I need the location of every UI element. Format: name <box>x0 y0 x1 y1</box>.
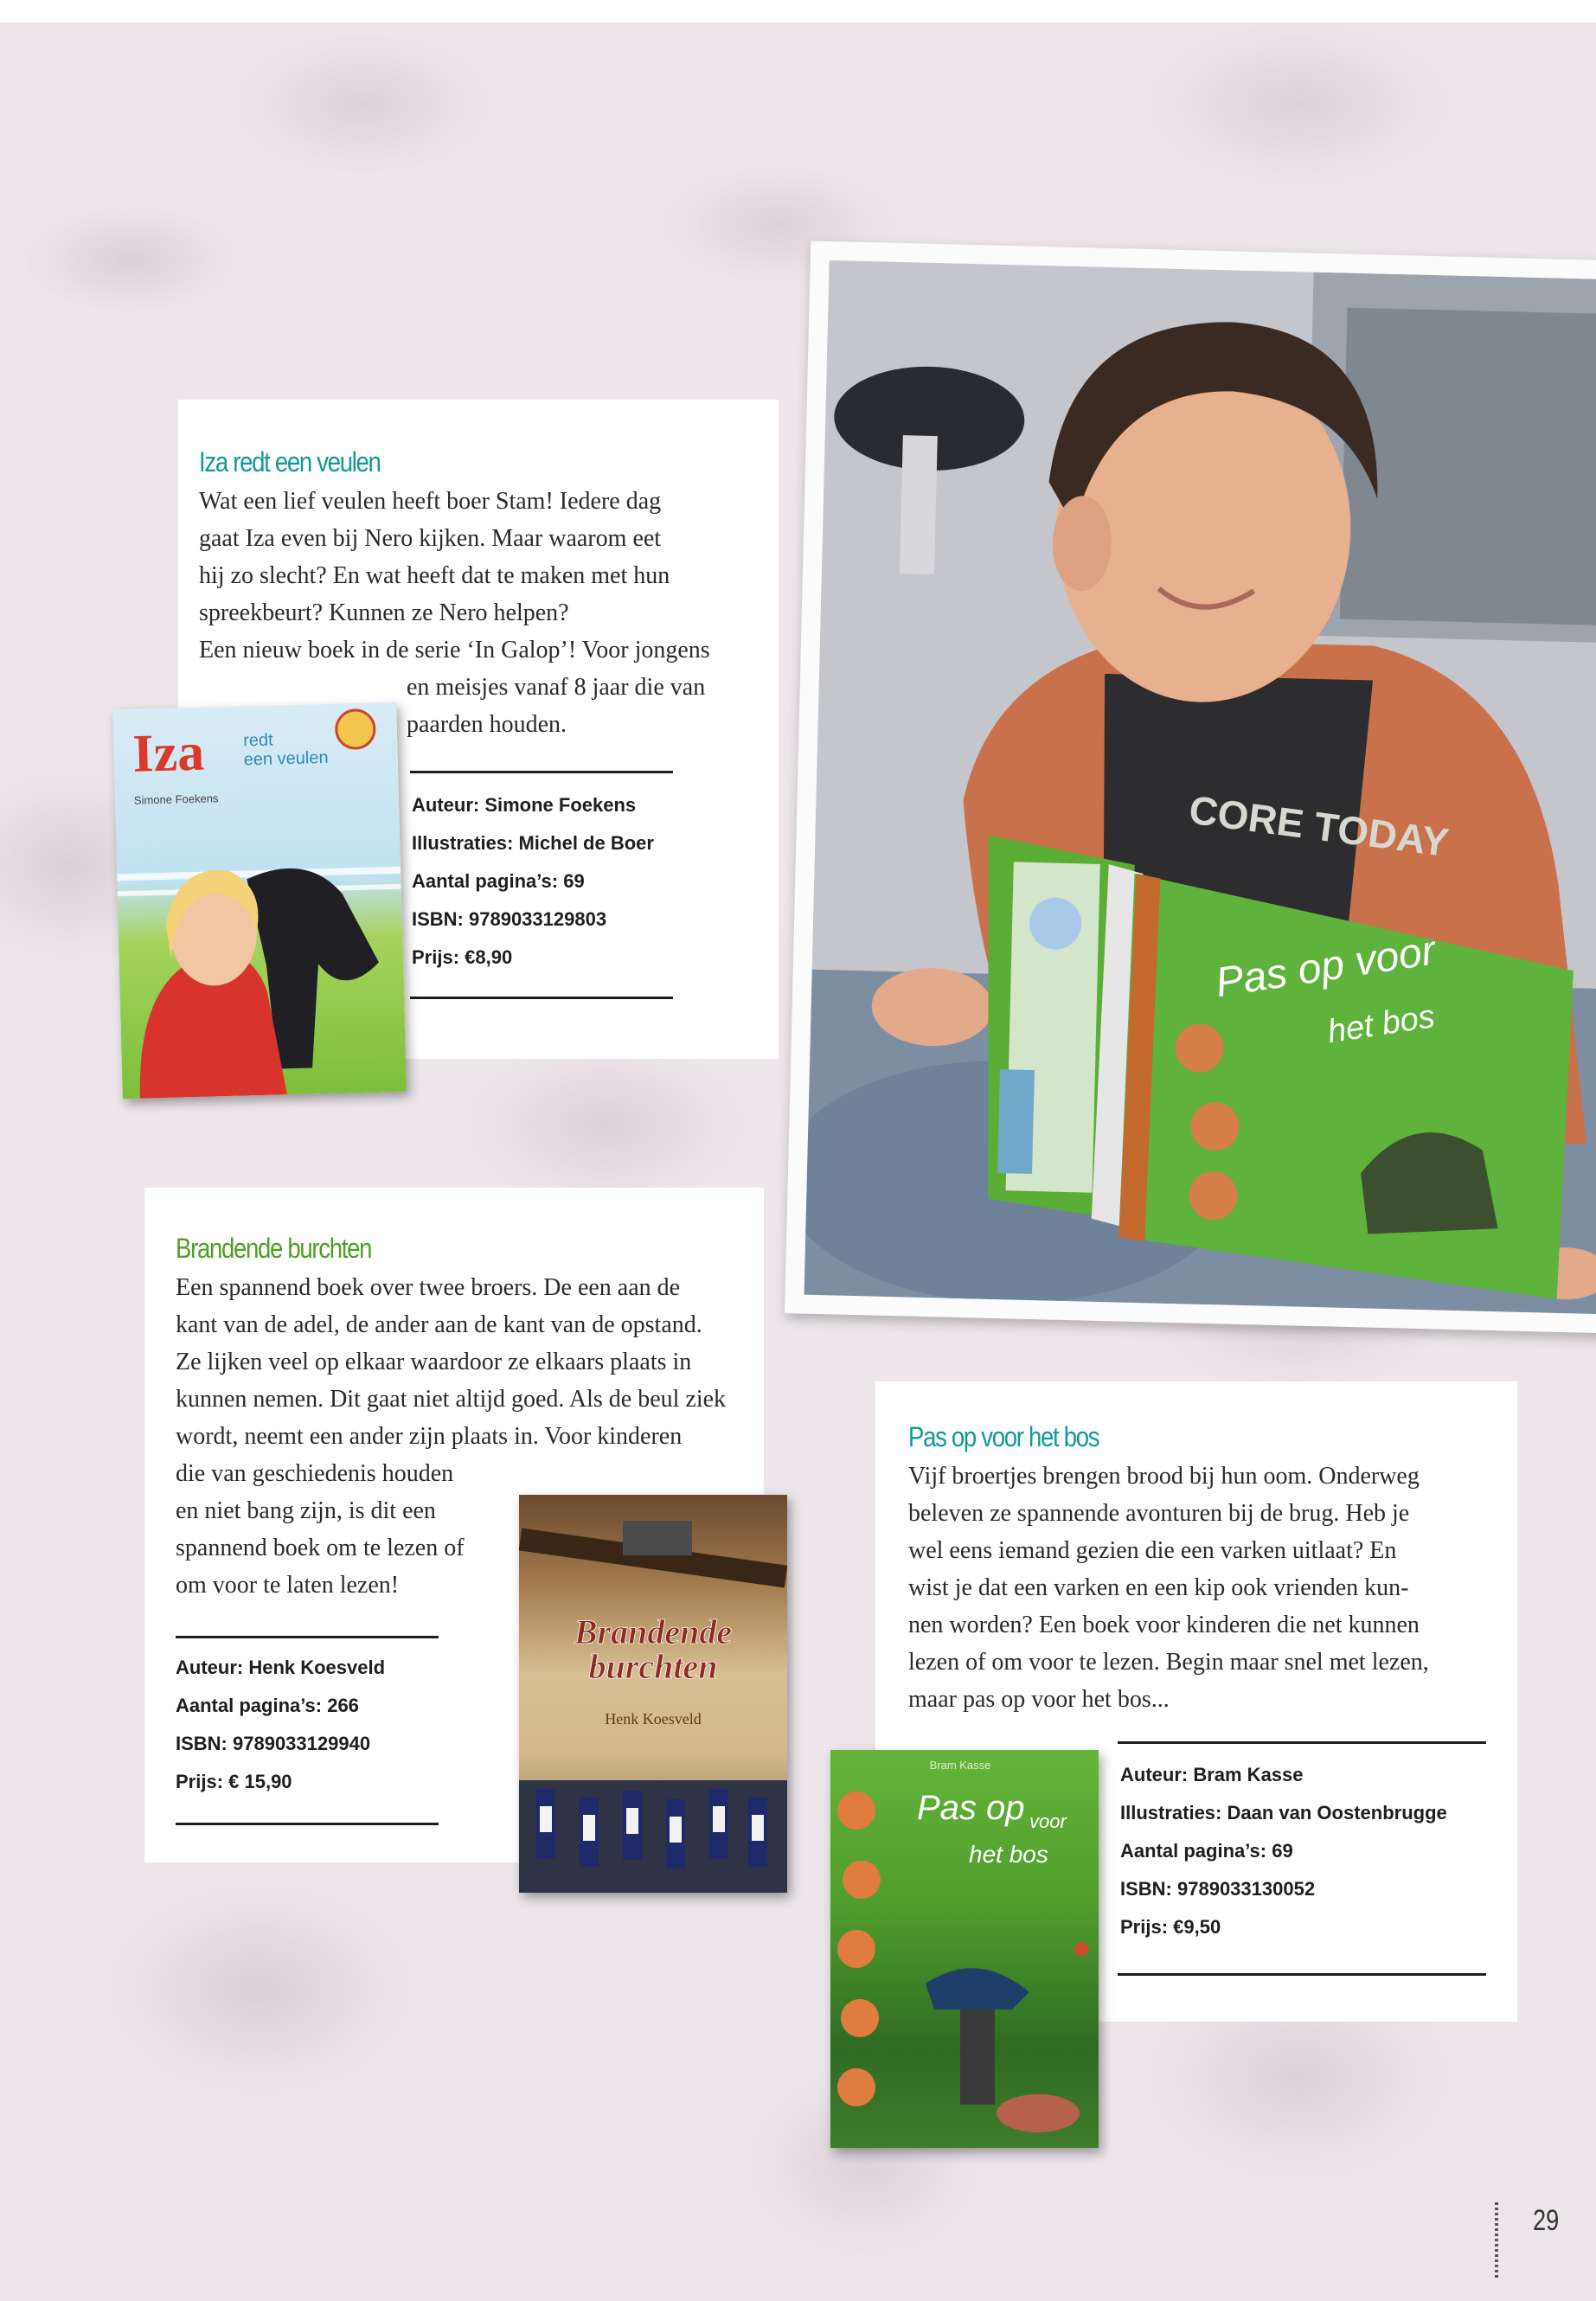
divider <box>410 997 673 999</box>
divider <box>410 771 673 773</box>
book-description-line: maar pas op voor het bos... <box>908 1686 1170 1713</box>
book-description-line: die van geschiedenis houden <box>176 1460 454 1487</box>
top-strip <box>0 0 1596 22</box>
divider <box>176 1636 439 1638</box>
book-description-line: Wat een lief veulen heeft boer Stam! Iedere dag <box>199 488 662 515</box>
photo-illustration <box>804 260 1596 1314</box>
book-description-line: gaat Iza even bij Nero kijken. Maar waarom eet <box>199 525 662 552</box>
cover-illustration <box>519 1495 787 1893</box>
cover-illustration <box>112 702 407 1099</box>
book-description-line: wel eens iemand gezien die een varken uitlaat? En <box>908 1537 1397 1564</box>
book-description-line: en meisjes vanaf 8 jaar die van <box>407 674 706 701</box>
book-price: Prijs: € 15,90 <box>176 1771 292 1792</box>
book-cover-pas-op-voor-het-bos <box>830 1750 1099 2148</box>
book-illustrator: Illustraties: Daan van Oostenbrugge <box>1120 1802 1447 1823</box>
book-author: Auteur: Simone Foekens <box>412 794 637 816</box>
book-description-line: Een nieuw boek in de serie ‘In Galop’! Voor jongens <box>199 637 710 663</box>
book-cover-text-1: Pas op voor <box>1212 927 1439 1007</box>
book-price: Prijs: €8,90 <box>412 946 513 968</box>
cover-title-3: het bos <box>969 1841 1048 1868</box>
book-price: Prijs: €9,50 <box>1120 1916 1221 1938</box>
book-description-line: wist je dat een varken en een kip ook vrienden kun- <box>908 1574 1409 1601</box>
book-description-line: lezen of om voor te lezen. Begin maar snel met lezen, <box>908 1649 1429 1676</box>
book-title: Pas op voor het bos <box>908 1421 1099 1452</box>
book-description-line: hij zo slecht? En wat heeft dat te maken met hun <box>199 562 670 589</box>
divider <box>1118 1973 1486 1976</box>
shirt-text: CORE TODAY <box>1186 786 1452 866</box>
book-author: Auteur: Henk Koesveld <box>176 1657 386 1678</box>
cover-author: Simone Foekens <box>133 792 219 807</box>
cover-title-1: Brandende <box>574 1612 733 1651</box>
book-cover-brandende-burchten <box>519 1495 787 1893</box>
book-description-line: nen worden? Een boek voor kinderen die net kunnen <box>908 1612 1420 1638</box>
book-description-line: beleven ze spannende avonturen bij de brug. Heb je <box>908 1500 1410 1527</box>
book-description-line: Vijf broertjes brengen brood bij hun oom. Onderweg <box>908 1463 1420 1490</box>
book-description-line: spreekbeurt? Kunnen ze Nero helpen? <box>199 599 569 626</box>
book-illustrator: Illustraties: Michel de Boer <box>412 832 654 854</box>
book-description-line: en niet bang zijn, is dit een <box>176 1497 436 1524</box>
cover-title-small-2: een veulen <box>243 747 329 770</box>
cover-title-1: Pas op <box>917 1789 1025 1827</box>
divider <box>176 1823 439 1825</box>
cover-title-small-1: redt <box>242 730 273 751</box>
cover-title-2: burchten <box>588 1647 718 1686</box>
book-author: Auteur: Bram Kasse <box>1120 1764 1304 1785</box>
book-isbn: ISBN: 9789033129803 <box>412 908 607 930</box>
book-description-line: om voor te laten lezen! <box>176 1572 400 1599</box>
boy-reading-photo <box>785 240 1596 1333</box>
cover-author: Henk Koesveld <box>605 1710 702 1727</box>
book-description-line: spannend boek om te lezen of <box>176 1535 465 1561</box>
book-pages: Aantal pagina’s: 69 <box>1120 1840 1293 1862</box>
page-number-marker <box>1495 2202 1498 2279</box>
book-title: Brandende burchten <box>176 1233 372 1264</box>
cover-title-big: Iza <box>131 722 206 784</box>
book-description-line: kant van de adel, de ander aan de kant van de opstand. <box>176 1311 702 1338</box>
divider <box>1118 1741 1486 1744</box>
cover-title-2: voor <box>1029 1811 1067 1832</box>
page-number: 29 <box>1533 2204 1560 2237</box>
book-isbn: ISBN: 9789033130052 <box>1120 1878 1316 1900</box>
book-cover-iza <box>112 702 407 1099</box>
book-description-line: Een spannend boek over twee broers. De een aan de <box>176 1274 681 1301</box>
book-description-line: paarden houden. <box>407 711 567 738</box>
cover-illustration <box>830 1750 1099 2148</box>
book-title: Iza redt een veulen <box>199 446 381 478</box>
book-cover-text-2: het bos <box>1324 998 1438 1051</box>
book-description-line: wordt, neemt een ander zijn plaats in. Voor kinderen <box>176 1423 683 1450</box>
book-isbn: ISBN: 9789033129940 <box>176 1733 371 1754</box>
cover-author: Bram Kasse <box>929 1759 991 1772</box>
book-description-line: kunnen nemen. Dit gaat niet altijd goed. Als de beul ziek <box>176 1386 727 1413</box>
book-pages: Aantal pagina’s: 266 <box>176 1695 359 1716</box>
book-pages: Aantal pagina’s: 69 <box>412 870 585 892</box>
book-description-line: Ze lijken veel op elkaar waardoor ze elkaars plaats in <box>176 1349 692 1375</box>
